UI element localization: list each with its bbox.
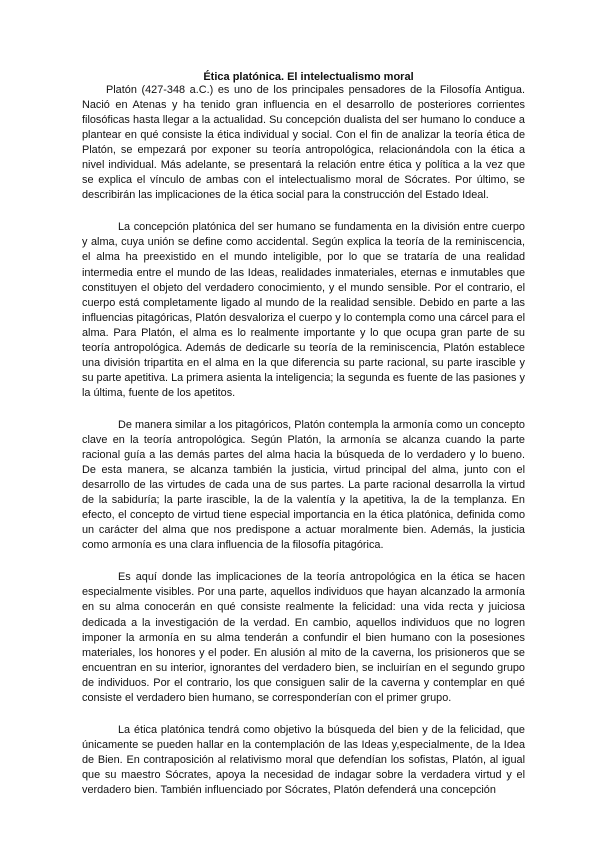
paragraph-spacer [82, 706, 525, 723]
paragraph-intro: Platón (427-348 a.C.) es uno de los principales pensadores de la Filosofía Antigua. Nació en Atenas y ha tenido gran influencia en el desarrollo de posteriores corrientes filosóficas hasta llegar a la actualidad. Su concepción dualista del ser humano lo conduce a plantear en qué consiste la ética individual y social. Con el fin de analizar la teoría ética de Platón, se empezará por exponer su teoría antropológica, relacionándola con la ética a nivel individual. Más adelante, se presentará la relación entre ética y política a la vez que se explica el vínculo de ambas con el intelectualismo moral de Sócrates. Por último, se describirán las implicaciones de la ética social para la construcción del Estado Ideal. [82, 84, 525, 202]
paragraph-spacer [82, 203, 525, 220]
paragraph-harmony: De manera similar a los pitagóricos, Platón contempla la armonía como un concepto clave en la teoría antropológica. Según Platón, la armonía se alcanza cuando la parte racional guía a las demás partes del alma hacia la búsqueda de lo verdadero y lo bueno. De esta manera, se alcanza también la justicia, virtud principal del alma, junto con el desarrollo de las virtudes de cada una de sus partes. La parte racional desarrolla la virtud de la sabiduría; la parte irascible, la de la valentía y la apetitiva, la de la templanza. En efecto, el concepto de virtud tiene especial importancia en la ética platónica, definida como un carácter del alma que nos predispone a actuar moralmente bien. Además, la justicia como armonía es una clara influencia de la filosofía pitagórica. [82, 418, 525, 552]
paragraph-spacer [82, 553, 525, 570]
paragraph-ethics-objective: La ética platónica tendrá como objetivo la búsqueda del bien y de la felicidad, que únicamente se pueden hallar en la contemplación de las Ideas y,especialmente, de la Idea de Bien. En contraposición al relativismo moral que defendían los sofistas, Platón, al igual que su maestro Sócrates, apoya la necesidad de indagar sobre la verdadera virtud y el verdadero bien. También influenciado por Sócrates, Platón defenderá una concepción [82, 723, 525, 796]
paragraph-ethics-implications: Es aquí donde las implicaciones de la teoría antropológica en la ética se hacen especialmente visibles. Por una parte, aquellos individuos que hayan alcanzado la armonía en su alma conocerán en qué consiste realmente la felicidad: una vida recta y juiciosa dedicada a la investigación de la verdad. En cambio, aquellos individuos que no logren imponer la armonía en su alma tenderán a confundir el bien humano con la posesiones materiales, los honores y el poder. En alusión al mito de la caverna, los prisioneros que se encuentran en su interior, ignorantes del verdadero bien, se incluirían en el segundo grupo de individuos. Por el contrario, los que consiguen salir de la caverna y contemplar en qué consiste el verdadero bien humano, se corresponderían con el primer grupo. [82, 571, 525, 704]
paragraph-spacer [82, 401, 525, 418]
document-body [82, 70, 525, 798]
document-title: Ética platónica. El intelectualismo moral [203, 71, 414, 83]
paragraph-anthropology: La concepción platónica del ser humano se fundamenta en la división entre cuerpo y alma, cuya unión se define como accidental. Según explica la teoría de la reminiscencia, el alma ha preexistido en el mundo inteligible, por lo que se trataría de una realidad intermedia entre el mundo de las Ideas, realidades inmateriales, eternas e inmutables que constituyen el objeto del verdadero conocimiento, y el mundo sensible. Por el contrario, el cuerpo está completamente ligado al mundo de la realidad sensible. Debido en parte a las influencias pitagóricas, Platón desvaloriza el cuerpo y lo contempla como una cárcel para el alma. Para Platón, el alma es lo realmente importante y lo que ocupa gran parte de su teoría antropológica. Además de dedicarle su teoría de la reminiscencia, Platón establece una división tripartita en el alma en la que diferencia su parte racional, su parte irascible y su parte apetitiva. La primera asienta la inteligencia; la segunda es fuente de las pasiones y la última, fuente de los apetitos. [82, 221, 525, 399]
